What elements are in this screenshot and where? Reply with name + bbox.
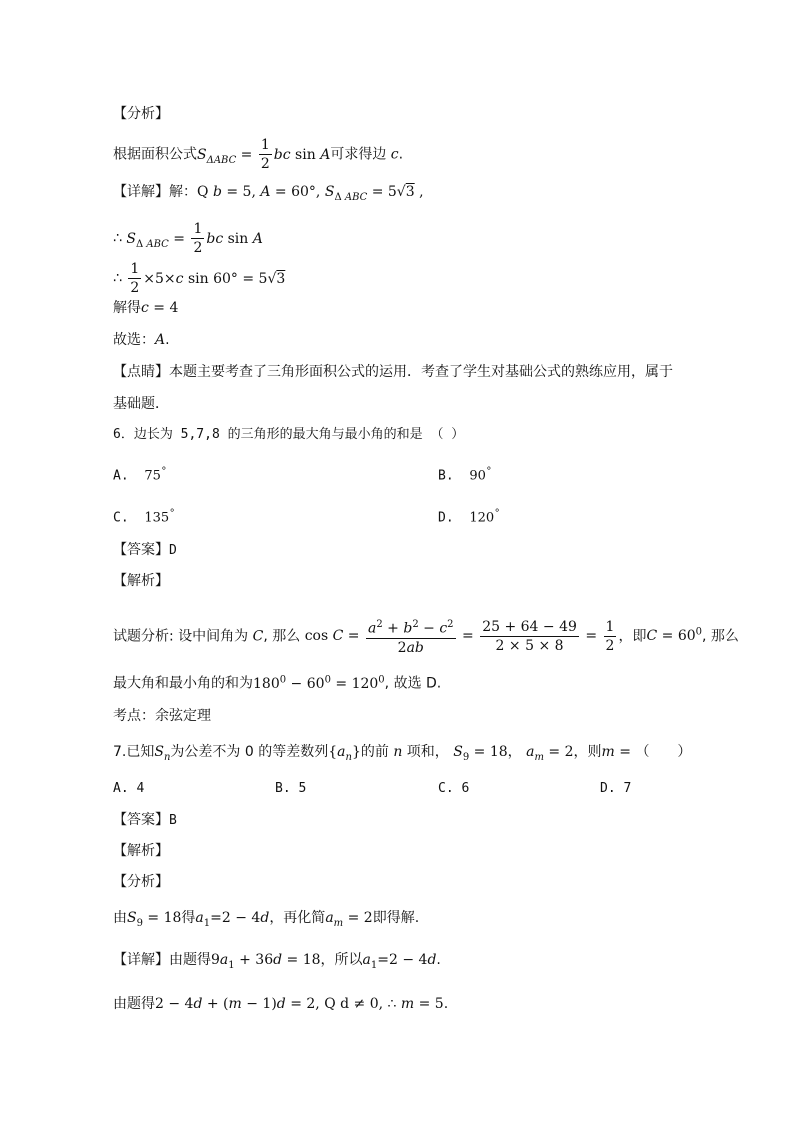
formula: $180^0 - 60^0 = 120^0$	[253, 674, 385, 692]
text-segment: ，即	[618, 628, 647, 645]
q7-option-b	[275, 779, 306, 799]
text-segment: 试题分析: 设中间角为	[113, 628, 249, 645]
text-segment: 解得	[113, 300, 141, 316]
formula: $C = 60^0$	[646, 626, 703, 645]
detail-heading: 【详解】	[113, 184, 169, 200]
text-segment: ，则	[573, 744, 602, 760]
answer-heading: 【答案】	[113, 542, 169, 558]
formula: c = 4	[141, 300, 179, 316]
formula: 2 − 4d + (m − 1)d = 2, Q d ≠ 0, ∴ m = 5	[155, 996, 444, 1012]
q6-option-a: A. 75°	[113, 466, 167, 484]
choose-line	[113, 330, 170, 350]
text-segment: 最大角和最小角的和为	[113, 675, 253, 692]
q6-explain-line-2	[113, 670, 441, 694]
formula: $S_9 = 18$	[127, 910, 182, 929]
text-segment: ，再化简	[269, 910, 326, 926]
q7-option-d	[600, 779, 631, 799]
q6-point: 考点：余弦定理	[113, 708, 211, 724]
formula: $a_1=2 - 4d$	[195, 910, 270, 929]
option-value: 75	[144, 468, 161, 484]
q7-detail-line	[113, 950, 441, 976]
formula: $\frac{1}{2}$ ×5×c sin 60° = 5√3	[130, 261, 286, 296]
option-label: A.	[113, 781, 129, 796]
option-label: B.	[438, 468, 454, 484]
q7-last-line	[113, 994, 448, 1014]
option-value: 4	[136, 781, 145, 796]
option-value: 90	[469, 468, 486, 484]
text-segment: .	[443, 996, 449, 1012]
option-value: 120	[469, 510, 495, 526]
text-segment: , 那么	[263, 628, 301, 645]
text-segment: 可求得边	[330, 146, 387, 163]
q6-answer-line	[113, 540, 177, 561]
text-segment: 根据面积公式	[113, 146, 197, 163]
step-line	[113, 220, 263, 257]
q7-stem: 7.已知$S_n$为公差不为 0 的等差数列$\{a_n\}$的前 n 项和， $S_9 = 18$， $a_m = 2$，则m = （ ）	[113, 744, 692, 763]
formula: $9a_1 + 36d = 18$	[211, 952, 321, 971]
q7-analysis-heading: 【分析】	[113, 874, 169, 890]
formula: Q b = 5, A = 60°, $S_{\Delta ABC} = 5√3$ ,	[197, 184, 424, 203]
comment-line	[113, 362, 673, 382]
formula: m =	[601, 744, 636, 760]
q6-option-d: D. 120°	[438, 508, 501, 526]
q6-explain-heading: 【解析】	[113, 573, 169, 589]
q7-option-c	[438, 779, 469, 799]
formula: $a_1=2 - 4d$	[362, 952, 437, 971]
detail-line	[113, 182, 424, 208]
text-segment: .	[436, 952, 441, 968]
formula: $a_m = 2$	[325, 910, 373, 929]
therefore-symbol: ∴	[113, 230, 122, 247]
text-segment: 即得解.	[372, 910, 420, 926]
q7-explain-heading: 【解析】	[113, 843, 169, 859]
detail-heading: 【详解】	[113, 952, 169, 968]
comment-line-2: 基础题．	[113, 396, 169, 412]
option-label: A.	[113, 468, 129, 484]
analysis-heading: 【分析】	[113, 106, 169, 122]
comment-heading: 【点睛】	[113, 364, 169, 380]
answer-letter: A	[155, 332, 166, 348]
formula: $S_n$	[154, 744, 171, 763]
answer-value: D	[169, 543, 177, 558]
text-segment: , 那么	[702, 628, 739, 645]
text-segment: 项和，	[406, 744, 449, 760]
q6-explain-line: 试题分析: 设中间角为 C, 那么 cos C = $\frac{a^2 + b^2 - c^2}{2ab}$ = $\frac{25 + 64 - 49}{2 \times 5 \times 8}$ = $\frac{1}{2}$ ，即$C = 60^0$, 那么	[113, 616, 739, 657]
formula: $S_9 = 18$， $a_m = 2$	[453, 744, 574, 763]
option-value: 135	[144, 510, 170, 526]
answer-value: B	[169, 813, 177, 828]
q7-option-a	[113, 779, 144, 799]
text-segment: 解：	[169, 184, 197, 200]
text-segment: 得	[181, 910, 196, 926]
step-line	[113, 260, 285, 297]
option-value: 6	[461, 781, 470, 796]
text-segment: 故选：	[113, 332, 155, 348]
therefore-symbol: ∴	[113, 270, 122, 287]
text-segment: 由题得	[113, 996, 155, 1012]
text-segment: .	[165, 332, 170, 348]
q7-analysis-line	[113, 908, 419, 934]
q7-answer-line	[113, 810, 177, 831]
formula: $S_{\Delta ABC}$ = $\frac{1}{2}$ bc sin A	[197, 137, 331, 172]
text-segment: （ ）	[635, 744, 692, 760]
text-segment: 的前	[360, 744, 389, 760]
text-segment: , 故选 D.	[384, 675, 442, 692]
text-segment: 由	[113, 910, 127, 926]
option-label: B.	[275, 781, 291, 796]
option-label: C.	[113, 510, 129, 526]
answer-heading: 【答案】	[113, 812, 169, 828]
analysis-line: 根据面积公式$S_{\Delta ABC}$ = $\frac{1}{2}$ bc sin A可求得边 c.	[113, 137, 404, 172]
formula: $S_{\Delta ABC}$ = $\frac{1}{2}$ bc sin A	[126, 221, 263, 256]
formula: cos C = $\frac{a^2 + b^2 - c^2}{2ab}$ = $\frac{25 + 64 - 49}{2 \times 5 \times 8}$ = $\frac{1}{2}$	[300, 628, 618, 644]
comment-text: 本题主要考查了三角形面积公式的运用．考查了学生对基础公式的熟练应用，属于	[169, 364, 673, 380]
option-label: C.	[438, 781, 454, 796]
text-segment: 7.已知	[113, 744, 155, 760]
q6-stem: 6．边长为 5,7,8 的三角形的最大角与最小角的和是 （ ）	[113, 427, 465, 442]
text-segment: 由题得	[169, 952, 211, 968]
text-segment: ，所以	[320, 952, 363, 968]
solve-line	[113, 298, 178, 318]
option-value: 5	[298, 781, 307, 796]
q6-option-b: B. 90°	[438, 466, 492, 484]
option-label: D.	[600, 781, 616, 796]
text-segment: 为公差不为 0 的等差数列	[170, 744, 329, 760]
formula: $\{a_n\}$	[328, 744, 361, 763]
option-label: D.	[438, 510, 454, 526]
option-value: 7	[623, 781, 632, 796]
q6-option-c: C. 135°	[113, 508, 176, 526]
text-segment: .	[398, 146, 404, 163]
